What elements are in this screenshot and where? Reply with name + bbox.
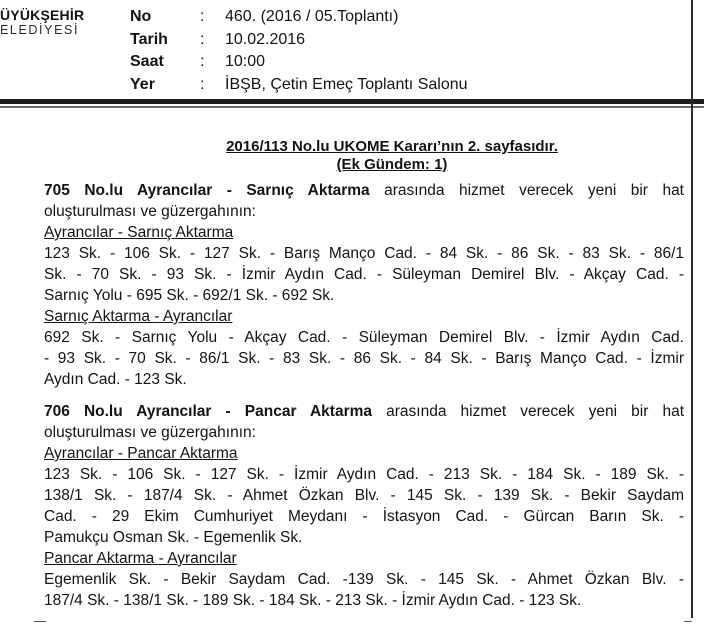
route-line: 187/4 Sk. - 138/1 Sk. - 189 Sk. - 184 Sk. - 213 Sk. - İzmir Aydın Cad. - 123 Sk. bbox=[44, 592, 582, 609]
meta-value: 10:00 bbox=[225, 53, 266, 70]
item-intro-text: arasında hizmet verecek yeni bir hat bbox=[369, 182, 684, 199]
route-heading: Sarnıç Aktarma - Ayrancılar bbox=[44, 308, 233, 325]
meta-separator: : bbox=[200, 8, 205, 25]
meta-separator: : bbox=[200, 30, 205, 48]
title-line-1: 2016/113 No.lu UKOME Kararı’nın 2. sayfasıdır. bbox=[226, 138, 558, 155]
title-line-2: (Ek Gündem: 1) bbox=[336, 156, 448, 173]
route-line: Sk. - 70 Sk. - 93 Sk. - İzmir Aydın Cad. - Süleyman Demirel Blv. - Akçay Cad. - bbox=[44, 266, 684, 283]
item-title: 705 No.lu Ayrancılar - Sarnıç Aktarma bbox=[44, 182, 370, 199]
route-line: Aydın Cad. - 123 Sk. bbox=[44, 371, 187, 388]
meta-value: 10.02.2016 bbox=[225, 30, 306, 48]
meta-row-place bbox=[0, 74, 680, 97]
page-title bbox=[180, 138, 604, 174]
meta-label: No bbox=[130, 8, 152, 25]
route-line: 138/1 Sk. - 187/4 Sk. - Ahmet Özkan Blv. - 145 Sk. - 139 Sk. - Bekir Saydam bbox=[44, 487, 684, 504]
meta-separator: : bbox=[200, 53, 205, 70]
route-heading: Ayrancılar - Pancar Aktarma bbox=[44, 445, 238, 462]
route-line: Sarnıç Yolu - 695 Sk. - 692/1 Sk. - 692 Sk. bbox=[44, 287, 335, 304]
route-line: Pamukçu Osman Sk. - Egemenlik Sk. bbox=[44, 529, 303, 546]
header-divider-thin bbox=[0, 106, 704, 108]
meta-label: Yer bbox=[130, 75, 155, 93]
item-title: 706 No.lu Ayrancılar - Pancar Aktarma bbox=[44, 403, 373, 420]
meta-label: Tarih bbox=[130, 30, 168, 48]
meta-value: 460. (2016 / 05.Toplantı) bbox=[225, 8, 399, 25]
scan-mark bbox=[34, 621, 46, 622]
route-line: 123 Sk. - 106 Sk. - 127 Sk. - İzmir Aydın Cad. - 213 Sk. - 184 Sk. - 189 Sk. - bbox=[44, 466, 684, 483]
route-line: Cad. - 29 Ekim Cumhuriyet Meydanı - İstasyon Cad. - Gürcan Barın Sk. - bbox=[44, 508, 684, 525]
item-intro-line-2: oluşturulması ve güzergahının: bbox=[44, 424, 256, 441]
meta-row-no bbox=[0, 6, 680, 29]
logo-line-2: ELEDİYESİ bbox=[0, 23, 80, 37]
meta-row-time bbox=[0, 51, 680, 74]
agenda-item-706 bbox=[44, 401, 684, 611]
route-heading: Ayrancılar - Sarnıç Aktarma bbox=[44, 224, 234, 241]
meta-value: İBŞB, Çetin Emeç Toplantı Salonu bbox=[225, 75, 468, 93]
route-line: 692 Sk. - Sarnıç Yolu - Akçay Cad. - Süleyman Demirel Blv. - İzmir Aydın Cad. bbox=[44, 329, 684, 346]
agenda-item-705 bbox=[44, 180, 684, 390]
route-line: 123 Sk. - 106 Sk. - 127 Sk. - Barış Manço Cad. - 84 Sk. - 86 Sk. - 83 Sk. - 86/1 bbox=[44, 245, 684, 262]
item-intro-text: arasında hizmet verecek yeni bir hat bbox=[372, 403, 685, 420]
meta-label: Saat bbox=[130, 53, 164, 70]
route-line: - 93 Sk. - 70 Sk. - 86/1 Sk. - 83 Sk. - 86 Sk. - 84 Sk. - Barış Manço Cad. - İzmir bbox=[44, 350, 684, 367]
route-heading: Pancar Aktarma - Ayrancılar bbox=[44, 550, 237, 567]
meta-row-date bbox=[0, 29, 680, 52]
meeting-info bbox=[0, 6, 680, 96]
item-intro-line bbox=[44, 180, 684, 201]
logo-line-1: ÜYÜKŞEHİR bbox=[0, 7, 85, 23]
page-border-right bbox=[691, 0, 693, 618]
item-intro-line bbox=[44, 401, 684, 422]
route-line: Egemenlik Sk. - Bekir Saydam Cad. -139 Sk. - 145 Sk. - Ahmet Özkan Blv. - bbox=[44, 571, 684, 588]
header-divider bbox=[0, 99, 704, 104]
item-intro-line-2: oluşturulması ve güzergahının: bbox=[44, 203, 256, 220]
scan-mark bbox=[684, 621, 692, 622]
meta-separator: : bbox=[200, 75, 205, 93]
